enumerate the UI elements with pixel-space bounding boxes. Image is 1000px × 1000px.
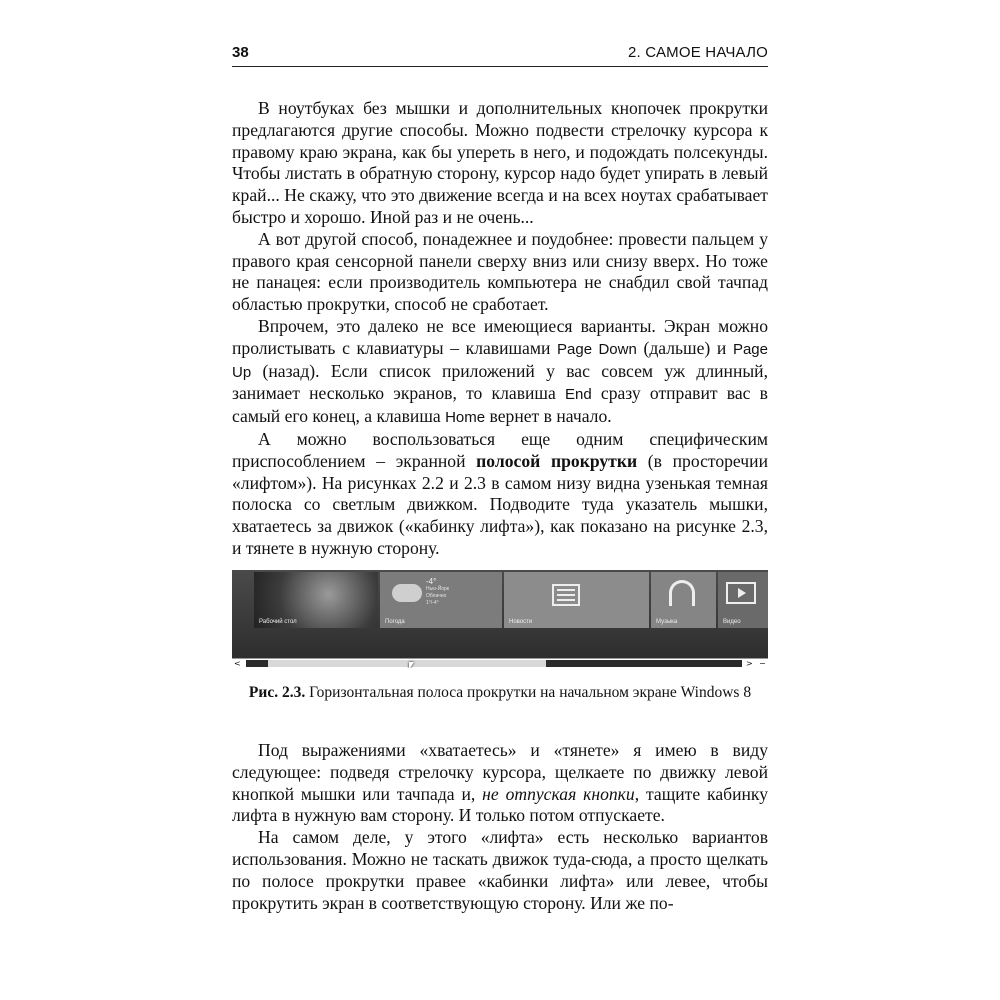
text-run: Под выражениями «хватаетесь» и «тянете» я имею в виду следующее: подведя стрелочку курсора, щелкаете по движку левой кнопкой мышки или тачпада и, xyxy=(232,740,768,804)
tile-weather[interactable] xyxy=(380,572,502,628)
paragraph xyxy=(232,740,768,827)
weather-range: 1°/-4° xyxy=(426,600,439,606)
key-name: Home xyxy=(445,409,486,427)
horizontal-scrollbar[interactable] xyxy=(232,658,768,668)
text-block-top xyxy=(232,98,768,560)
key-name: Page Up xyxy=(232,340,768,381)
figure-screenshot xyxy=(232,570,768,668)
page-number: 38 xyxy=(232,44,249,61)
newspaper-icon xyxy=(552,584,580,606)
weather-city: Нью-Йорк xyxy=(426,586,449,592)
weather-info xyxy=(426,578,449,607)
text-run: (дальше) и xyxy=(636,337,733,358)
paragraph: В ноутбуках без мышки и дополнительных кнопочек прокрутки предлагаются другие способы. Можно подвести стрелочку курсора к правому краю экрана, как бы упереть в него, и подождать полсекунды. Чтобы листать в обратную сторону, курсор надо будет упирать в левый край... Не скажу, что это движение всегда и на всех ноутах срабатывает быстро и хорошо. Иной раз и не очень... xyxy=(232,98,768,227)
cloud-icon xyxy=(392,584,422,602)
paragraph xyxy=(232,429,768,560)
paragraph: На самом деле, у этого «лифта» есть несколько вариантов использования. Можно не таскать движок туда-сюда, а просто щелкать по полосе прокрутки правее «кабинки лифта» или левее, чтобы прокрутить экран в соответствующую сторону. Или же по- xyxy=(232,827,768,913)
term-bold: полосой прокрутки xyxy=(476,450,638,471)
text-run: (в просторечии «лифтом»). На рисунках 2.2 и 2.3 в самом низу видна узенькая темная полоска со светлым движком. Подводите туда указатель мышки, хватаетесь за движок («кабинку лифта»), как показано на рисунке 2.3, и тянете в нужную сторону. xyxy=(232,450,768,558)
text-run: , тащите кабинку лифта в нужную вам сторону. И только потом отпускаете. xyxy=(232,783,769,826)
tile-label: Новости xyxy=(509,619,533,625)
mouse-cursor-icon xyxy=(409,662,414,668)
scroll-thumb[interactable] xyxy=(268,660,546,667)
chapter-title: 2. САМОЕ НАЧАЛО xyxy=(627,44,768,61)
caption-text: Горизонтальная полоса прокрутки на начальном экране Windows 8 xyxy=(305,684,752,701)
tile-music[interactable] xyxy=(651,572,716,628)
running-header xyxy=(232,40,768,67)
zoom-out-button[interactable]: − xyxy=(759,659,766,668)
text-run: А можно воспользоваться еще одним специфическим приспособлением – экранной xyxy=(232,428,768,471)
tile-video[interactable] xyxy=(718,572,768,628)
weather-condition: Облачно xyxy=(426,593,447,599)
key-name: End xyxy=(564,386,592,404)
caption-label: Рис. 2.3. xyxy=(248,684,306,701)
emphasis-italic: не отпуская кнопки xyxy=(482,783,635,804)
text-run: Впрочем, это далеко не все имеющиеся варианты. Экран можно пролистывать с клавиатуры – клавишами xyxy=(232,315,768,358)
figure-caption xyxy=(232,683,768,703)
tile-news[interactable] xyxy=(504,572,649,628)
tile-desktop[interactable] xyxy=(254,572,378,628)
play-icon xyxy=(726,582,756,604)
text-run: вернет в начало. xyxy=(485,406,612,427)
text-run: сразу отправит вас в самый его конец, а клавиша xyxy=(232,383,768,427)
key-name: Page Down xyxy=(557,340,637,358)
tile-label: Погода xyxy=(385,619,405,625)
tile-label: Видео xyxy=(723,619,741,625)
scroll-right-button[interactable]: > xyxy=(746,659,753,668)
scroll-left-button[interactable]: < xyxy=(234,659,241,668)
weather-temperature: -4° xyxy=(426,577,437,586)
paragraph: А вот другой способ, понадежнее и поудобнее: провести пальцем у правого края сенсорной панели сверху вниз или снизу вверх. Но тоже не панацея: если производитель компьютера не снабдил свой тачпад областью прокрутки, способ не сработает. xyxy=(232,228,768,315)
paragraph xyxy=(232,316,768,429)
tile-label: Музыка xyxy=(656,619,678,625)
headphones-icon xyxy=(669,580,695,606)
text-block-bottom xyxy=(232,740,768,914)
text-run: (назад). Если список приложений у вас совсем уж длинный, занимает несколько экранов, то клавиша xyxy=(232,360,768,404)
tile-label: Рабочий стол xyxy=(259,619,297,625)
